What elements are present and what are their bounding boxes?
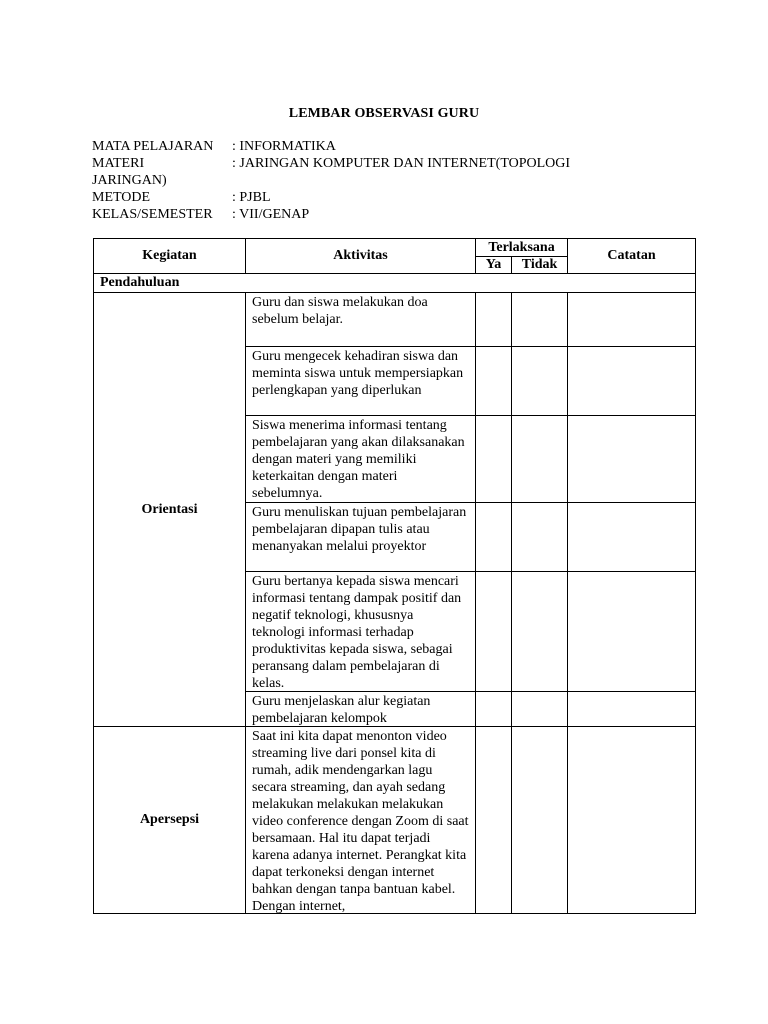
meta-subject-label: MATA PELAJARAN — [92, 139, 214, 154]
document-metadata — [92, 138, 712, 223]
activity-cell — [246, 416, 476, 503]
check-ya[interactable] — [476, 293, 512, 347]
activity-text: Siswa menerima informasi tentang pembelajaran yang akan dilaksanakan dengan materi yang memiliki keterkaitan dengan materi sebelumnya. — [252, 418, 465, 501]
check-tidak[interactable] — [512, 727, 568, 914]
meta-row-material-wrap — [92, 172, 712, 189]
activity-text: Saat ini kita dapat menonton video streaming live dari ponsel kita di rumah, adik mendengarkan lagu secara streaming, dan ayah sedang melakukan melakukan melakukan video conference dengan Zoom di saat bersamaan. Hal itu dapat terjadi karena adanya internet. Perangkat kita dapat terkoneksi dengan internet bahkan dengan tanpa bantuan kabel. Dengan internet, — [252, 729, 469, 913]
activity-text: Guru menuliskan tujuan pembelajaran pembelajaran dipapan tulis atau menanyakan melalui proyektor — [252, 505, 467, 554]
observation-table — [93, 238, 696, 914]
catatan-cell[interactable] — [568, 347, 696, 416]
activity-text: Guru menjelaskan alur kegiatan pembelajaran kelompok — [252, 694, 431, 726]
check-ya[interactable] — [476, 416, 512, 503]
table-row — [94, 293, 696, 347]
catatan-cell[interactable] — [568, 727, 696, 914]
catatan-cell[interactable] — [568, 293, 696, 347]
activity-text: Guru dan siswa melakukan doa sebelum belajar. — [252, 295, 428, 327]
kegiatan-apersepsi: Apersepsi — [94, 727, 246, 914]
table-row — [94, 727, 696, 914]
meta-class-label: KELAS/SEMESTER — [92, 207, 213, 222]
activity-cell — [246, 692, 476, 727]
activity-text: Guru bertanya kepada siswa mencari informasi tentang dampak positif dan negatif teknologi, khususnya teknologi informasi terhadap produktivitas kepada siswa, sebagai peransang dalam pembelajaran di kelas. — [252, 574, 462, 691]
section-pendahuluan: Pendahuluan — [94, 274, 696, 293]
meta-row-material — [92, 155, 712, 172]
catatan-cell[interactable] — [568, 572, 696, 692]
header-ya: Ya — [476, 257, 512, 274]
check-ya[interactable] — [476, 727, 512, 914]
meta-row-method — [92, 189, 712, 206]
check-ya[interactable] — [476, 692, 512, 727]
check-tidak[interactable] — [512, 503, 568, 572]
activity-cell — [246, 347, 476, 416]
header-tidak: Tidak — [512, 257, 568, 274]
meta-method-value: : PJBL — [232, 190, 271, 205]
catatan-cell[interactable] — [568, 692, 696, 727]
activity-cell — [246, 293, 476, 347]
header-catatan: Catatan — [568, 239, 696, 274]
check-tidak[interactable] — [512, 416, 568, 503]
activity-text: Guru mengecek kehadiran siswa dan meminta siswa untuk mempersiapkan perlengkapan yang diperlukan — [252, 349, 464, 398]
check-tidak[interactable] — [512, 347, 568, 416]
check-ya[interactable] — [476, 347, 512, 416]
meta-material-value-continued: JARINGAN) — [92, 173, 167, 188]
meta-method-label: METODE — [92, 190, 151, 205]
kegiatan-orientasi: Orientasi — [94, 293, 246, 727]
activity-cell — [246, 727, 476, 914]
header-aktivitas: Aktivitas — [246, 239, 476, 274]
activity-cell — [246, 503, 476, 572]
header-terlaksana: Terlaksana — [476, 239, 568, 257]
check-tidak[interactable] — [512, 692, 568, 727]
meta-row-subject — [92, 138, 712, 155]
check-ya[interactable] — [476, 503, 512, 572]
check-tidak[interactable] — [512, 293, 568, 347]
catatan-cell[interactable] — [568, 416, 696, 503]
header-kegiatan: Kegiatan — [94, 239, 246, 274]
meta-subject-value: : INFORMATIKA — [232, 139, 336, 154]
document-title: LEMBAR OBSERVASI GURU — [288, 106, 480, 121]
meta-material-label: MATERI — [92, 156, 145, 171]
meta-material-value: : JARINGAN KOMPUTER DAN INTERNET(TOPOLOGI — [232, 156, 571, 171]
check-ya[interactable] — [476, 572, 512, 692]
check-tidak[interactable] — [512, 572, 568, 692]
meta-row-class — [92, 206, 712, 223]
catatan-cell[interactable] — [568, 503, 696, 572]
activity-cell — [246, 572, 476, 692]
meta-class-value: : VII/GENAP — [232, 207, 310, 222]
